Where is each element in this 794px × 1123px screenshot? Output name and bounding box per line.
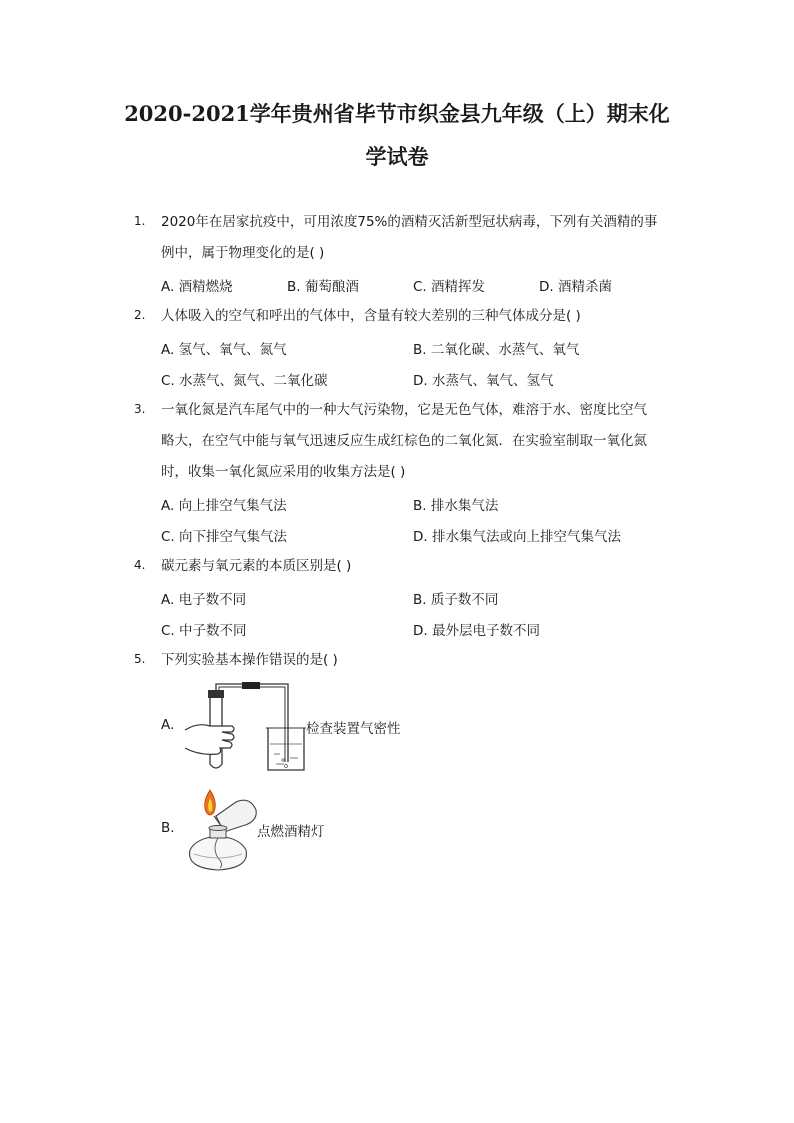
question-3-option-c: C. 向下排空气集气法 xyxy=(161,529,288,545)
question-2-option-d: D. 水蒸气、氧气、氢气 xyxy=(413,373,554,389)
question-3-number: 3. xyxy=(134,402,146,416)
question-5-option-a-label: A. xyxy=(161,717,175,733)
question-3-option-b: B. 排水集气法 xyxy=(413,498,499,514)
question-4-number: 4. xyxy=(134,558,146,572)
doc-title-line1: 2020-2021学年贵州省毕节市织金县九年级（上）期末化 xyxy=(124,101,670,126)
question-5-number: 5. xyxy=(134,652,146,666)
question-1-option-c: C. 酒精挥发 xyxy=(413,279,486,295)
question-4-option-b: B. 质子数不同 xyxy=(413,592,499,608)
question-4-stem-line1: 碳元素与氧元素的本质区别是( ) xyxy=(161,558,352,574)
question-1-option-a: A. 酒精燃烧 xyxy=(161,279,233,295)
question-1-number: 1. xyxy=(134,214,146,228)
question-2-option-b: B. 二氧化碳、水蒸气、氧气 xyxy=(413,342,580,358)
question-5-option-b-label: B. xyxy=(161,820,175,836)
question-4-option-d: D. 最外层电子数不同 xyxy=(413,623,540,639)
question-5-option-a-caption: 检查装置气密性 xyxy=(306,721,401,737)
question-2-number: 2. xyxy=(134,308,146,322)
question-3-option-d: D. 排水集气法或向上排空气集气法 xyxy=(413,529,621,545)
doc-title-line2: 学试卷 xyxy=(365,144,429,169)
question-3-stem-line1: 一氧化氮是汽车尾气中的一种大气污染物，它是无色气体，难溶于水、密度比空气 xyxy=(161,402,647,418)
question-1-stem-line1: 2020年在居家抗疫中，可用浓度75%的酒精灭活新型冠状病毒，下列有关酒精的事 xyxy=(161,214,658,230)
question-2-stem-line1: 人体吸入的空气和呼出的气体中，含量有较大差别的三种气体成分是( ) xyxy=(161,308,581,324)
question-3-stem-line3: 时，收集一氧化氮应采用的收集方法是( ) xyxy=(161,464,406,480)
question-3-option-a: A. 向上排空气集气法 xyxy=(161,498,287,514)
question-4-option-a: A. 电子数不同 xyxy=(161,592,247,608)
question-1-option-b: B. 葡萄酿酒 xyxy=(287,279,359,295)
question-4-option-c: C. 中子数不同 xyxy=(161,623,247,639)
question-2-option-a: A. 氢气、氧气、氮气 xyxy=(161,342,287,358)
question-1-stem-line2: 例中，属于物理变化的是( ) xyxy=(161,245,325,261)
question-5-stem-line1: 下列实验基本操作错误的是( ) xyxy=(161,652,338,668)
question-3-stem-line2: 略大，在空气中能与氧气迅速反应生成红棕色的二氧化氮．在实验室制取一氧化氮 xyxy=(161,433,647,449)
alcohol-lamp-illustration xyxy=(180,788,260,874)
question-5-option-b-caption: 点燃酒精灯 xyxy=(257,824,325,840)
airtightness-check-illustration xyxy=(180,682,310,777)
question-2-option-c: C. 水蒸气、氮气、二氧化碳 xyxy=(161,373,328,389)
question-1-option-d: D. 酒精杀菌 xyxy=(539,279,612,295)
